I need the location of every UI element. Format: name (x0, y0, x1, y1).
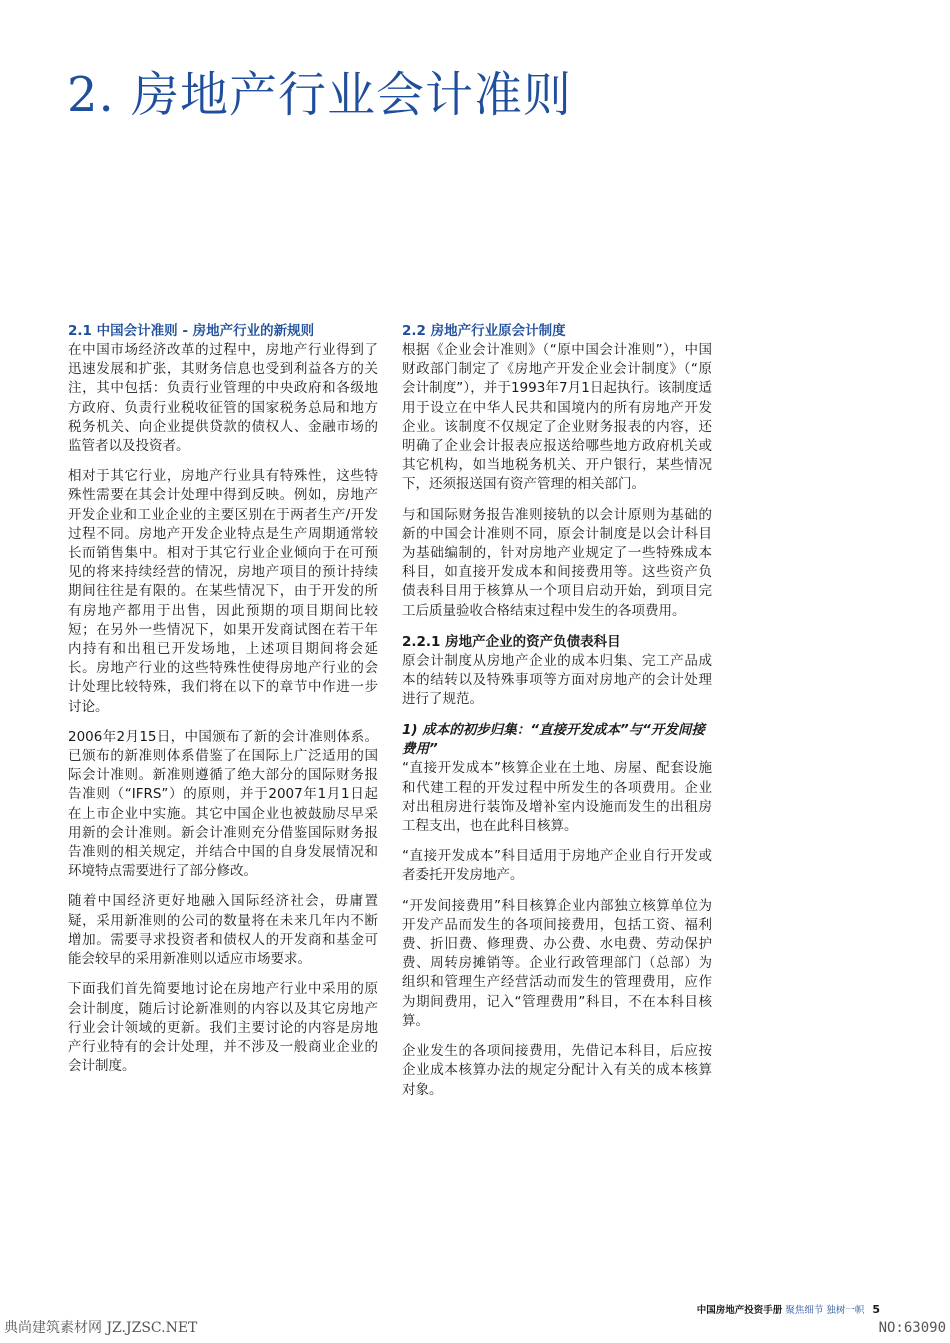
cost-paragraph-2: “直接开发成本”科目适用于房地产企业自行开发或者委托开发房地产。 (402, 848, 712, 884)
section-heading-2-2: 2.2 房地产行业原会计制度 (402, 323, 566, 339)
left-paragraph-3: 2006年2月15日，中国颁布了新的会计准则体系。已颁布的新准则体系借鉴了在国际上广泛适用的国际会计准则。新准则遵循了绝大部分的国际财务报告准则（“IFRS”）的原则，并于2007年1月1日起在上市企业中实施。其它中国企业也被鼓励尽早采用新的会计准则。新会计准则充分借鉴国际财务报告准则的相关规定，并结合中国的自身发展情况和环境特点需要进行了部分修改。 (68, 728, 378, 880)
right-paragraph-2: 与和国际财务报告准则接轨的以会计原则为基础的新的中国会计准则不同，原会计制度是以会计科目为基础编制的，针对房地产业规定了一些特殊成本科目，如直接开发成本和间接费用等。这些资产负债表科目用于核算从一个项目启动开始，到项目完工后质量验收合格结束过程中发生的各项费用。 (402, 506, 712, 619)
left-paragraph-1: 在中国市场经济改革的过程中，房地产行业得到了迅速发展和扩张，其财务信息也受到利益各方的关注，其中包括：负责行业管理的中央政府和各级地方政府、负责行业税收征管的国家税务总局和地方税务机关、向企业提供贷款的债权人、金融市场的监管者以及投资者。 (68, 342, 378, 455)
page-number: 5 (872, 1303, 880, 1316)
publication-title: 中国房地产投资手册 (696, 1305, 783, 1316)
left-paragraph-5: 下面我们首先简要地讨论在房地产行业中采用的原会计制度，随后讨论新准则的内容以及其它房地产行业会计领域的更新。我们主要讨论的内容是房地产行业特有的会计处理，并不涉及一般商业企业的会计制度。 (68, 981, 378, 1075)
italic-heading-cost-collection: 1) 成本的初步归集：“直接开发成本”与“开发间接费用” (402, 722, 705, 758)
left-column (68, 322, 378, 1087)
left-paragraph-4: 随着中国经济更好地融入国际经济社会，毋庸置疑，采用新准则的公司的数量将在未来几年内不断增加。需要寻求投资者和债权人的开发商和基金可能会较早的采用新准则以适应市场要求。 (68, 893, 378, 968)
watermark-right: NO:63090 (878, 1320, 946, 1336)
right-paragraph-1: 根据《企业会计准则》（“原中国会计准则”），中国财政部门制定了《房地产开发企业会计制度》（“原会计制度”），并于1993年7月1日起执行。该制度适用于设立在中华人民共和国境内的所有房地产开发企业。该制度不仅规定了企业财务报表的内容，还明确了企业会计报表应报送给哪些地方政府机关或其它机构，如当地税务机关、开户银行，某些情况下，还须报送国有资产管理的相关部门。 (402, 342, 712, 493)
section-heading-2-1: 2.1 中国会计准则 - 房地产行业的新规则 (68, 323, 315, 339)
subsection-2-2-1 (402, 633, 712, 710)
subsection-intro: 原会计制度从房地产企业的成本归集、完工产品成本的结转以及特殊事项等方面对房地产的会计处理进行了规范。 (402, 652, 712, 708)
cost-paragraph-3: “开发间接费用”科目核算企业内部独立核算单位为开发产品而发生的各项间接费用，包括工资、福利费、折旧费、修理费、办公费、水电费、劳动保护费、周转房摊销等。企业行政管理部门（总部）为组织和管理生产经营活动而发生的管理费用，应作为期间费用，记入“管理费用”科目，不在本科目核算。 (402, 897, 712, 1029)
sub-heading-2-2-1: 2.2.1 房地产企业的资产负债表科目 (402, 633, 621, 650)
right-column (402, 322, 712, 1111)
cost-paragraph-1: “直接开发成本”核算企业在土地、房屋、配套设施和代建工程的开发过程中所发生的各项费用。企业对出租房进行装饰及增补室内设施而发生的出租房工程支出，也在此科目核算。 (402, 760, 712, 835)
page-title: 2. 房地产行业会计准则 (67, 67, 573, 123)
publication-tagline: 聚焦细节 独树一帜 (785, 1305, 865, 1316)
page-footer (697, 1303, 880, 1318)
watermark-left: 典尚建筑素材网 JZ.JZSC.NET (4, 1320, 198, 1336)
left-paragraph-2: 相对于其它行业，房地产行业具有特殊性，这些特殊性需要在其会计处理中得到反映。例如，房地产开发企业和工业企业的主要区别在于两者生产/开发过程不同。房地产开发企业特点是生产周期通常较长而销售集中。相对于其它行业企业倾向于在可预见的将来持续经营的情况，房地产项目的预计持续期间往往是有限的。在某些情况下，由于开发的所有房地产都用于出售，因此预期的项目期间比较短；在另外一些情况下，如果开发商试图在若干年内持有和出租已开发场地，上述项目期间将会延长。房地产行业的这些特殊性使得房地产行业的会计处理比较特殊，我们将在以下的章节中作进一步讨论。 (68, 468, 378, 715)
cost-collection-block (402, 721, 712, 1099)
cost-paragraph-4: 企业发生的各项间接费用，先借记本科目，后应按企业成本核算办法的规定分配计入有关的成本核算对象。 (402, 1043, 712, 1098)
